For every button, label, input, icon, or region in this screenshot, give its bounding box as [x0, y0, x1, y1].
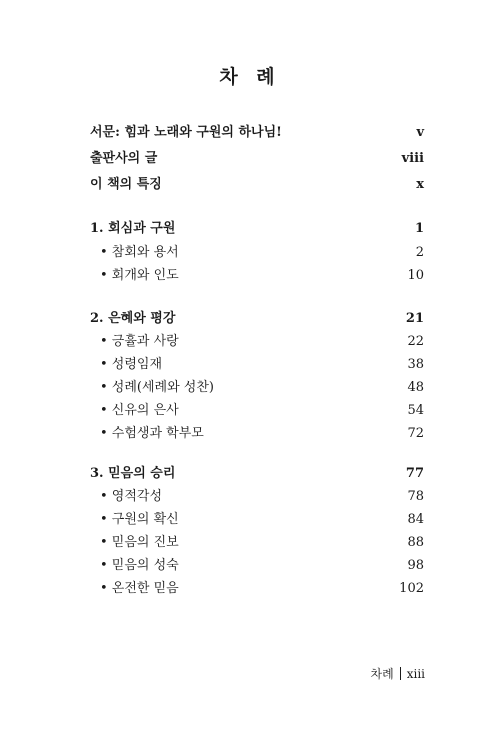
- toc-item[interactable]: [90, 532, 424, 554]
- toc-item-page: 102: [399, 581, 424, 596]
- toc-item-page: 98: [407, 558, 424, 573]
- toc-entry-publisher-note[interactable]: [90, 148, 424, 170]
- toc-item-page: 88: [407, 535, 424, 550]
- footer-page-number: xiii: [406, 666, 425, 681]
- toc-chapter-label: 3. 믿음의 승리: [90, 466, 176, 481]
- toc-item-label: • 긍휼과 사랑: [100, 334, 179, 349]
- toc-item[interactable]: [90, 265, 424, 287]
- toc-item[interactable]: [90, 578, 424, 600]
- toc-chapter-label: 1. 회심과 구원: [90, 221, 176, 236]
- toc-item-label: • 신유의 은사: [100, 403, 179, 418]
- toc-item[interactable]: [90, 242, 424, 264]
- toc-item-label: • 참회와 용서: [100, 245, 179, 260]
- toc-item[interactable]: [90, 423, 424, 445]
- toc-entry-page: ⅷ: [401, 151, 424, 166]
- toc-item-page: 54: [407, 403, 424, 418]
- toc-chapter-label: 2. 은혜와 평강: [90, 311, 176, 326]
- toc-entry-label: 서문: 힘과 노래와 구원의 하나님!: [90, 125, 282, 140]
- toc-entry-page: v: [416, 125, 424, 140]
- toc-item-label: • 구원의 확신: [100, 512, 179, 527]
- page-footer: [371, 665, 425, 682]
- toc-item-page: 10: [407, 268, 424, 283]
- toc-item[interactable]: [90, 377, 424, 399]
- toc-item-label: • 수험생과 학부모: [100, 426, 204, 441]
- toc-item-label: • 온전한 믿음: [100, 581, 179, 596]
- toc-entry-preface[interactable]: [90, 122, 424, 144]
- toc-item[interactable]: [90, 509, 424, 531]
- toc-chapter-2[interactable]: [90, 308, 424, 330]
- toc-entry-label: 출판사의 글: [90, 151, 158, 166]
- toc-item-label: • 영적각성: [100, 489, 163, 504]
- toc-entry-features[interactable]: [90, 174, 424, 196]
- toc-item-label: • 성례(세례와 성찬): [100, 380, 214, 395]
- toc-item[interactable]: [90, 400, 424, 422]
- toc-chapter-1[interactable]: [90, 218, 424, 240]
- toc-item-page: 38: [407, 357, 424, 372]
- toc-item[interactable]: [90, 354, 424, 376]
- toc-item-label: • 회개와 인도: [100, 268, 179, 283]
- footer-label: 차례: [370, 667, 394, 681]
- toc-item-page: 84: [407, 512, 424, 527]
- toc-chapter-page: 21: [405, 311, 424, 326]
- toc-item-page: 72: [407, 426, 424, 441]
- toc-item-page: 48: [407, 380, 424, 395]
- footer-divider: [400, 667, 401, 680]
- toc-entry-page: x: [416, 177, 424, 192]
- toc-item[interactable]: [90, 331, 424, 353]
- toc-item-label: • 믿음의 진보: [100, 535, 179, 550]
- toc-item-page: 78: [407, 489, 424, 504]
- toc-item-page: 2: [415, 245, 424, 260]
- toc-entry-label: 이 책의 특징: [90, 177, 162, 192]
- toc-chapter-page: 1: [414, 221, 424, 236]
- toc-item[interactable]: [90, 486, 424, 508]
- toc-item[interactable]: [90, 555, 424, 577]
- toc-item-label: • 성령임재: [100, 357, 163, 372]
- toc-item-page: 22: [407, 334, 424, 349]
- toc-item-label: • 믿음의 성숙: [100, 558, 179, 573]
- toc-chapter-page: 77: [405, 466, 424, 481]
- toc-chapter-3[interactable]: [90, 463, 424, 485]
- page-title: 차 례: [219, 66, 281, 88]
